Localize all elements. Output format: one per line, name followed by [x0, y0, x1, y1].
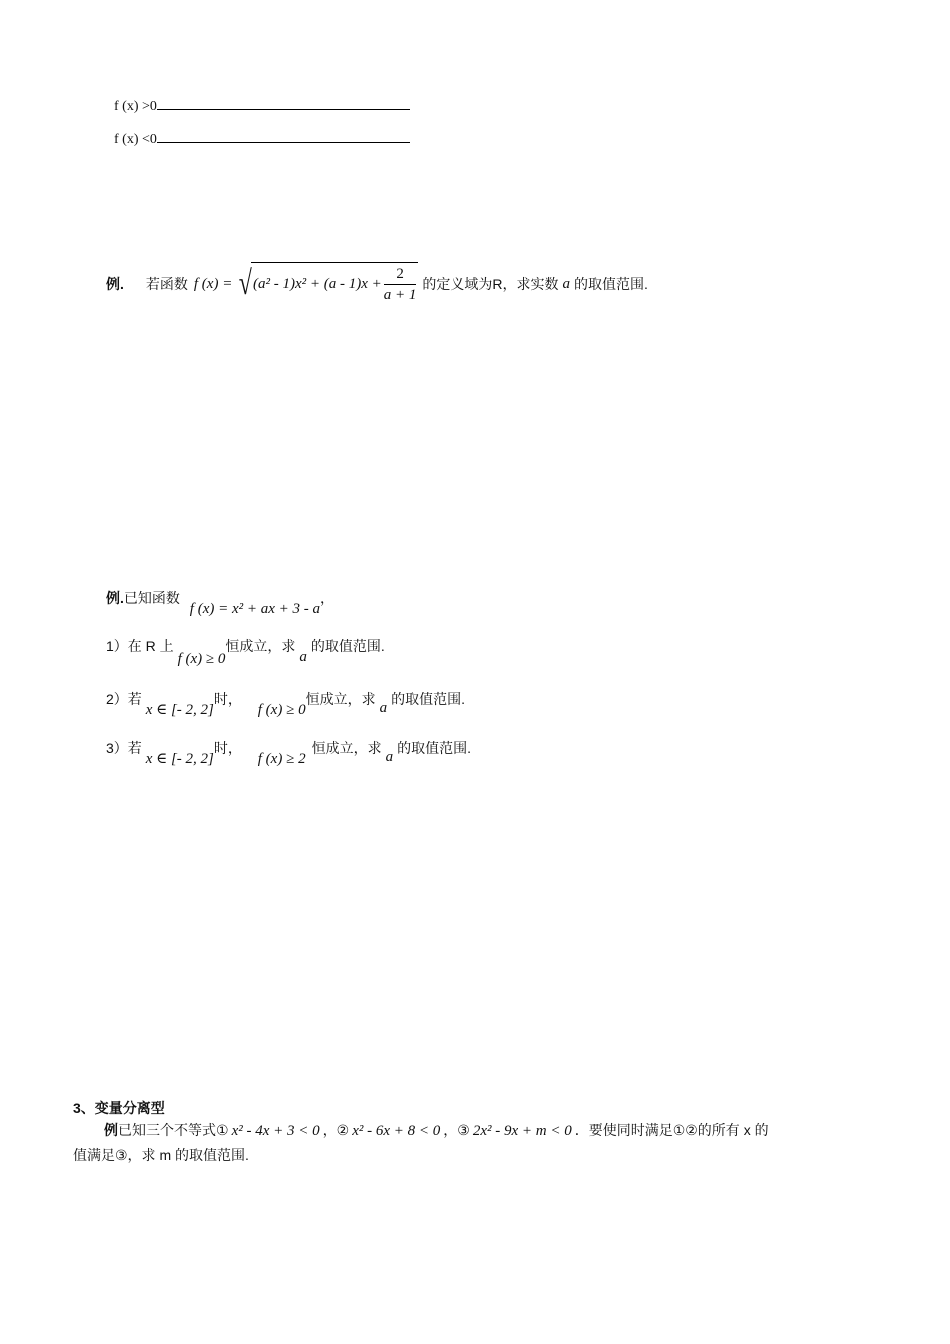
item-number: 1） — [106, 638, 128, 654]
inequality-3: 2x² - 9x + m < 0 — [472, 1123, 572, 1139]
item-end: 的取值范围. — [397, 740, 471, 756]
text-a: 已知三个不等式① — [118, 1122, 229, 1138]
variable-a: a — [379, 700, 388, 716]
interval-condition: x ∈ [- 2, 2] — [145, 751, 214, 767]
example-1 — [106, 262, 648, 306]
sub-question-3 — [106, 738, 471, 767]
condition: f (x) ≥ 0 — [257, 702, 306, 718]
radical-sign-icon: √ — [239, 265, 253, 302]
item-post: 恒成立，求 — [305, 691, 376, 707]
blank-label: f (x) >0 — [114, 99, 157, 114]
item-pre: 在 R 上 — [127, 638, 174, 654]
section-heading: 3、变量分离型 — [73, 1100, 165, 1116]
condition: f (x) ≥ 0 — [177, 651, 226, 667]
radicand — [251, 262, 418, 306]
text-d: ．要使同时满足①②的所有 x 的 — [574, 1122, 769, 1138]
answer-underline — [157, 97, 410, 110]
blank-line-negative — [114, 130, 410, 148]
item-number: 3） — [106, 740, 128, 756]
item-pre: 若 — [127, 691, 142, 707]
example-lead: 若函数 — [145, 276, 188, 292]
fraction-numerator: 2 — [384, 264, 417, 285]
text-c: ，③ — [443, 1122, 470, 1138]
item-mid: 时， — [213, 740, 242, 756]
item-number: 2） — [106, 691, 128, 707]
item-post: 恒成立，求 — [311, 740, 382, 756]
variable-a: a — [385, 749, 394, 765]
sub-question-2 — [106, 689, 465, 718]
item-end: 的取值范围. — [391, 691, 465, 707]
section-3-example-line-1 — [104, 1120, 769, 1140]
blank-line-positive — [114, 97, 410, 115]
sub-question-1 — [106, 636, 385, 667]
condition: f (x) ≥ 2 — [257, 751, 306, 767]
item-post: 恒成立，求 — [225, 638, 296, 654]
item-pre: 若 — [127, 740, 142, 756]
comma: ， — [320, 590, 335, 606]
example-2-intro — [106, 588, 335, 617]
radicand-poly: (a² - 1)x² + (a - 1)x + — [253, 276, 382, 292]
inequality-1: x² - 4x + 3 < 0 — [231, 1123, 320, 1139]
variable-a: a — [299, 649, 307, 665]
inequality-2: x² - 6x + 8 < 0 — [352, 1123, 441, 1139]
blank-label: f (x) <0 — [114, 132, 157, 147]
fraction-denominator: a + 1 — [383, 287, 417, 303]
interval-condition: x ∈ [- 2, 2] — [145, 702, 214, 718]
variable-a: a — [562, 275, 571, 292]
function-name: f (x) = — [193, 275, 233, 292]
example-tag: 例. — [106, 276, 124, 292]
text-b: ，② — [322, 1122, 350, 1138]
example-tail: 的定义域为R，求实数 — [422, 276, 559, 292]
example-tag: 例 — [104, 1122, 118, 1138]
function-formula: f (x) = x² + ax + 3 - a — [189, 601, 321, 617]
item-end: 的取值范围. — [310, 638, 385, 654]
example-lead: 已知函数 — [123, 590, 180, 606]
example-tag: 例. — [106, 590, 124, 606]
example-end: 的取值范围. — [574, 276, 648, 292]
square-root — [236, 262, 418, 306]
section-3-example-line-2: 值满足③，求 m 的取值范围. — [73, 1147, 249, 1163]
answer-underline — [157, 130, 410, 143]
fraction — [384, 264, 417, 305]
item-mid: 时， — [213, 691, 242, 707]
